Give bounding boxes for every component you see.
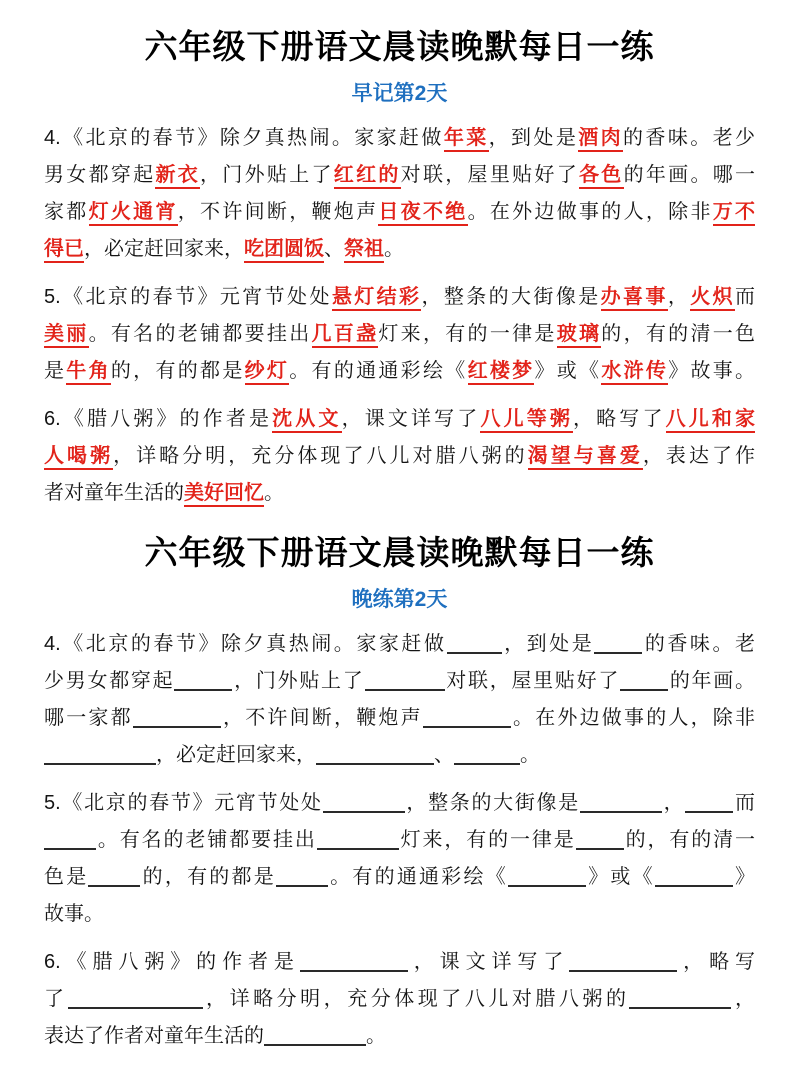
text-line [44,859,755,896]
body-text: 。有的通通彩绘《 [327,866,508,889]
section-subtitle-evening: 晚练第2天 [351,587,448,611]
answer-text: 红楼梦 [468,360,535,385]
text-line [44,316,755,353]
answer-text: 祭祖 [344,238,384,263]
body-text: ，门外贴上了 [232,670,365,693]
body-text: 的，有的清一 [623,829,756,852]
blank-line [423,712,511,728]
blank-line [68,993,203,1009]
body-text: 家都 [44,201,89,224]
section-morning-memorize [44,26,755,512]
blank-line [133,712,221,728]
answer-text: 吃团圆饭 [244,238,324,263]
body-text: 、 [434,744,454,767]
answer-text: 美丽 [44,323,89,348]
body-text: 哪一家都 [44,707,133,730]
body-text: 表达了作者对童年生活的 [44,1025,264,1048]
body-text: 》 [732,866,756,889]
body-text: ，不许间断，鞭炮声 [220,707,423,730]
blank-line [685,797,733,813]
blank-line [323,797,405,813]
worksheet-title-repeat: 六年级下册语文晨读晚默每日一练 [144,534,655,572]
text-line [44,231,755,268]
body-text: 了 [44,988,68,1011]
text-line [44,279,755,316]
answer-text: 酒肉 [578,127,623,152]
answer-text: 新衣 [155,164,200,189]
blank-line [276,871,328,887]
body-text: 对联，屋里贴好了 [400,164,579,187]
blank-line [88,871,140,887]
blank-line [508,871,586,887]
body-text: ，课文详写了 [407,951,570,974]
text-line [44,438,755,475]
body-text: 4.《北京的春节》除夕真热闹。家家赶做 [44,633,447,656]
blank-line [594,638,642,654]
paragraph [44,279,755,390]
paragraph [44,401,755,512]
blank-line [655,871,733,887]
body-text: ，略写 [677,951,756,974]
text-line [44,663,755,700]
answer-text: 日夜不绝 [378,201,467,226]
section-subtitle-morning: 早记第2天 [351,81,448,105]
answer-text: 八儿等粥 [480,408,573,433]
body-text: ，表达了作 [642,445,756,468]
text-line [44,944,755,981]
body-text: 灯来，有的一律是 [378,323,557,346]
body-text: 是 [44,360,67,383]
body-text: ， [731,988,756,1011]
text-line [44,822,755,859]
text-line [44,1018,755,1055]
answer-text: 玻璃 [557,323,602,348]
text-line [44,896,755,933]
body-text: ，详略分明，充分体现了八儿对腊八粥的 [113,445,528,468]
blank-line [569,956,677,972]
body-text: ，课文详写了 [341,408,481,431]
blank-line [576,834,624,850]
text-line [44,785,755,822]
text-line [44,120,755,157]
answer-text: 办喜事 [601,286,668,311]
blank-line [264,1030,366,1046]
blank-line [174,675,232,691]
body-text: 而 [733,792,756,815]
text-line [44,194,755,231]
body-text: ，整条的大街像是 [404,792,580,815]
answer-text: 悬灯结彩 [332,286,422,311]
body-text: 故事。 [44,903,104,926]
body-text: 者对童年生活的 [44,482,184,505]
body-text: 。有的通通彩绘《 [289,360,468,383]
section-evening-practice [44,532,755,1055]
body-text: 。有名的老铺都要挂出 [88,323,312,346]
text-line [44,475,755,512]
blank-line [365,675,445,691]
blank-line [447,638,502,654]
body-text: ，整条的大街像是 [421,286,601,309]
blank-line [454,749,520,765]
answer-text: 渴望与喜爱 [528,445,643,470]
body-text: 6.《腊八粥》的作者是 [44,951,300,974]
answer-text: 人喝粥 [44,445,113,470]
answer-text: 火炽 [690,286,735,311]
blank-line [580,797,662,813]
text-line [44,157,755,194]
body-text: 》或《 [585,866,655,889]
body-text: 色是 [44,866,89,889]
body-text: 。 [264,482,284,505]
blank-line [317,834,399,850]
body-text: ，门外贴上了 [200,164,334,187]
body-text: ，必定赶回家来， [156,744,316,767]
blank-line [316,749,434,765]
body-text: ，必定赶回家来， [84,238,244,261]
worksheet-title: 六年级下册语文晨读晚默每日一练 [144,28,655,65]
body-text: 5.《北京的春节》元宵节处处 [44,792,323,815]
paragraph [44,626,755,774]
body-text: 灯来，有的一律是 [398,829,576,852]
body-text: 的，有的都是 [140,866,276,889]
answer-text: 水浒传 [601,360,668,385]
body-text: 少男女都穿起 [44,670,175,693]
body-text: ， [667,286,691,309]
paragraph-list-morning [44,120,755,512]
body-text: 男女都穿起 [44,164,156,187]
body-text: 的香味。老 [642,633,755,656]
paragraph [44,785,755,933]
body-text: 。 [366,1025,386,1048]
text-line [44,353,755,390]
blank-line [629,993,731,1009]
body-text: ，不许间断，鞭炮声 [177,201,379,224]
body-text: 的香味。老少 [623,127,756,150]
body-text: 。 [384,238,404,261]
body-text: ， [661,792,686,815]
text-line [44,700,755,737]
blank-line [44,834,96,850]
text-line [44,737,755,774]
blank-line [620,675,668,691]
body-text: 的，有的清一色 [601,323,756,346]
text-line [44,626,755,663]
paragraph [44,944,755,1055]
body-text: 对联，屋里贴好了 [444,670,621,693]
blank-line [300,956,408,972]
body-text: 。在外边做事的人，除非 [510,707,756,730]
body-text: 的年画。 [668,670,756,693]
body-text: 》故事。 [668,360,756,383]
answer-text: 几百盏 [312,323,379,348]
answer-text: 得已 [44,238,84,263]
answer-text: 沈从文 [272,408,341,433]
paragraph-list-evening [44,626,755,1055]
text-line [44,401,755,438]
body-text: 的，有的都是 [110,360,245,383]
body-text: 而 [735,286,756,309]
answer-text: 纱灯 [245,360,290,385]
text-line [44,981,755,1018]
answer-text: 灯火通宵 [89,201,178,226]
body-text: 4.《北京的春节》除夕真热闹。家家赶做 [44,127,444,150]
body-text: 、 [324,238,344,261]
answer-text: 红红的 [334,164,401,189]
blank-line [44,749,156,765]
answer-text: 万不 [713,201,755,226]
paragraph [44,120,755,268]
body-text: 。在外边做事的人，除非 [467,201,713,224]
answer-text: 八儿和家 [666,408,755,433]
body-text: 。有名的老铺都要挂出 [96,829,317,852]
answer-text: 年菜 [444,127,489,152]
answer-text: 美好回忆 [184,482,264,507]
answer-text: 牛角 [66,360,111,385]
body-text: 的年画。哪一 [623,164,756,187]
body-text: 5.《北京的春节》元宵节处处 [44,286,332,309]
body-text: 6.《腊八粥》的作者是 [44,408,273,431]
body-text: ，到处是 [488,127,579,150]
body-text: ，到处是 [501,633,595,656]
body-text: ，详略分明，充分体现了八儿对腊八粥的 [202,988,630,1011]
body-text: 》或《 [534,360,602,383]
answer-text: 各色 [579,164,624,189]
body-text: ，略写了 [573,408,666,431]
body-text: 。 [520,744,540,767]
